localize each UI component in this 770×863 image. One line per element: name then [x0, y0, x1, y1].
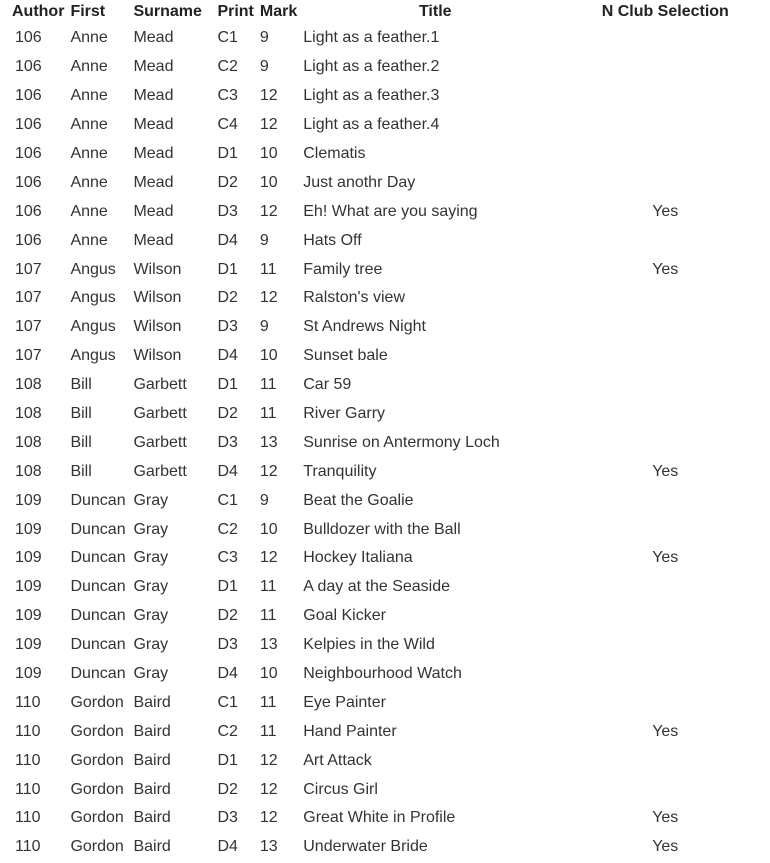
cell-print: D4	[217, 462, 238, 480]
cell-surname: Baird	[133, 751, 171, 769]
table-row	[9, 371, 760, 400]
cell-surname: Baird	[133, 780, 171, 798]
cell-print: D2	[217, 780, 238, 798]
cell-first: Anne	[70, 29, 108, 47]
cell-surname: Mead	[133, 173, 174, 191]
cell-print: D1	[217, 751, 238, 769]
table-row	[9, 53, 760, 82]
cell-surname: Garbett	[133, 462, 187, 480]
header-selection: N Club Selection	[601, 3, 729, 20]
table-row	[9, 342, 760, 371]
cell-print: C2	[217, 722, 238, 740]
cell-mark: 10	[259, 520, 278, 538]
cell-mark: 11	[259, 693, 277, 711]
cell-title: Bulldozer with the Ball	[303, 520, 461, 538]
cell-author: 108	[15, 433, 42, 451]
cell-first: Gordon	[70, 809, 124, 827]
cell-selection	[570, 400, 760, 429]
cell-title: Neighbourhood Watch	[303, 665, 462, 683]
table-row	[9, 111, 760, 140]
cell-author: 107	[15, 318, 42, 336]
cell-selection	[570, 168, 760, 197]
cell-print: D1	[217, 376, 238, 394]
header-surname: Surname	[133, 3, 202, 20]
cell-author: 107	[15, 260, 42, 278]
header-print: Print	[217, 3, 254, 20]
results-table	[9, 0, 760, 862]
table-row	[9, 515, 760, 544]
cell-first: Duncan	[70, 520, 126, 538]
cell-selection	[570, 660, 760, 689]
cell-print: D1	[217, 260, 238, 278]
cell-selection	[570, 688, 760, 717]
cell-mark: 9	[259, 58, 269, 76]
table-row	[9, 660, 760, 689]
cell-first: Anne	[70, 173, 108, 191]
cell-selection	[570, 82, 760, 111]
table-row	[9, 428, 760, 457]
cell-first: Duncan	[70, 636, 126, 654]
table-row	[9, 804, 760, 833]
cell-title: Tranquility	[303, 462, 377, 480]
cell-print: C3	[217, 549, 238, 567]
cell-mark: 12	[259, 780, 278, 798]
table-body	[9, 24, 760, 862]
cell-title: Goal Kicker	[303, 607, 386, 625]
cell-print: C1	[217, 29, 238, 47]
cell-first: Anne	[70, 231, 108, 249]
cell-mark: 9	[259, 29, 269, 47]
table-row	[9, 255, 760, 284]
cell-print: C1	[217, 693, 238, 711]
cell-print: C2	[217, 58, 238, 76]
cell-mark: 11	[259, 722, 277, 740]
cell-author: 106	[15, 87, 42, 105]
table-row	[9, 717, 760, 746]
table-row	[9, 631, 760, 660]
cell-surname: Gray	[133, 578, 169, 596]
cell-mark: 11	[259, 376, 277, 394]
cell-first: Gordon	[70, 751, 124, 769]
cell-first: Duncan	[70, 491, 126, 509]
cell-selection	[570, 342, 760, 371]
cell-title: Eh! What are you saying	[303, 202, 478, 220]
cell-selection: Yes	[652, 202, 679, 220]
cell-print: D1	[217, 578, 238, 596]
cell-selection	[570, 573, 760, 602]
cell-author: 110	[15, 722, 41, 740]
cell-surname: Mead	[133, 116, 174, 134]
cell-surname: Mead	[133, 231, 174, 249]
cell-selection: Yes	[652, 549, 679, 567]
table-row	[9, 457, 760, 486]
cell-print: D3	[217, 809, 238, 827]
cell-first: Duncan	[70, 665, 126, 683]
cell-surname: Mead	[133, 29, 174, 47]
cell-selection	[570, 313, 760, 342]
cell-selection	[570, 111, 760, 140]
cell-title: Car 59	[303, 376, 352, 394]
cell-author: 109	[15, 665, 42, 683]
cell-first: Bill	[70, 376, 92, 394]
cell-author: 108	[15, 376, 42, 394]
cell-selection	[570, 226, 760, 255]
cell-print: D2	[217, 173, 238, 191]
cell-surname: Baird	[133, 838, 171, 856]
cell-title: Sunset bale	[303, 347, 388, 365]
table-row	[9, 544, 760, 573]
header-mark: Mark	[259, 3, 298, 20]
table-row	[9, 226, 760, 255]
cell-selection	[570, 602, 760, 631]
cell-mark: 11	[259, 260, 277, 278]
cell-selection: Yes	[652, 462, 679, 480]
cell-author: 106	[15, 145, 42, 162]
cell-print: C3	[217, 87, 238, 105]
cell-mark: 12	[259, 462, 278, 480]
cell-title: Family tree	[303, 260, 383, 278]
cell-author: 106	[15, 202, 42, 220]
cell-print: C4	[217, 116, 238, 134]
cell-print: D4	[217, 231, 238, 249]
cell-surname: Gray	[133, 549, 169, 567]
cell-surname: Gray	[133, 520, 169, 538]
table-row	[9, 400, 760, 429]
table-row	[9, 284, 760, 313]
cell-title: A day at the Seaside	[303, 578, 451, 596]
cell-print: D2	[217, 405, 238, 423]
table-row	[9, 313, 760, 342]
cell-title: Ralston's view	[303, 289, 406, 307]
cell-first: Duncan	[70, 607, 126, 625]
cell-title: Eye Painter	[303, 693, 386, 711]
cell-title: St Andrews Night	[303, 318, 426, 336]
cell-author: 110	[15, 809, 41, 827]
cell-author: 110	[15, 693, 41, 711]
cell-mark: 12	[259, 87, 278, 105]
cell-author: 106	[15, 58, 42, 76]
cell-print: D3	[217, 318, 238, 336]
cell-title: Circus Girl	[303, 780, 378, 798]
cell-first: Bill	[70, 433, 92, 451]
cell-mark: 12	[259, 809, 278, 827]
cell-title: Clematis	[303, 145, 366, 162]
cell-first: Gordon	[70, 693, 124, 711]
cell-print: D1	[217, 145, 238, 162]
table-row	[9, 833, 760, 862]
cell-title: Hand Painter	[303, 722, 397, 740]
cell-mark: 13	[259, 433, 278, 451]
cell-selection	[570, 284, 760, 313]
cell-surname: Mead	[133, 87, 174, 105]
cell-author: 109	[15, 578, 42, 596]
cell-first: Angus	[70, 347, 116, 365]
cell-surname: Wilson	[133, 289, 182, 307]
cell-first: Anne	[70, 87, 108, 105]
cell-surname: Garbett	[133, 405, 187, 423]
cell-selection	[570, 140, 760, 169]
cell-title: Underwater Bride	[303, 838, 428, 856]
table-row	[9, 573, 760, 602]
cell-title: Art Attack	[303, 751, 372, 769]
cell-first: Duncan	[70, 578, 126, 596]
cell-mark: 11	[259, 578, 277, 596]
table-row	[9, 140, 760, 169]
cell-title: Light as a feather.1	[303, 29, 440, 47]
cell-first: Anne	[70, 145, 108, 162]
cell-surname: Garbett	[133, 376, 187, 394]
table-row	[9, 688, 760, 717]
cell-surname: Gray	[133, 607, 169, 625]
header-title: Title	[418, 3, 452, 20]
cell-print: D4	[217, 347, 238, 365]
cell-print: D3	[217, 636, 238, 654]
cell-first: Gordon	[70, 838, 124, 856]
cell-selection	[570, 428, 760, 457]
cell-first: Bill	[70, 462, 92, 480]
cell-title: Beat the Goalie	[303, 491, 414, 509]
cell-selection	[570, 486, 760, 515]
cell-first: Anne	[70, 116, 108, 134]
cell-selection	[570, 631, 760, 660]
cell-print: D4	[217, 665, 238, 683]
cell-mark: 11	[259, 405, 277, 423]
cell-selection	[570, 515, 760, 544]
table-row	[9, 602, 760, 631]
cell-title: Light as a feather.3	[303, 87, 440, 105]
cell-author: 110	[15, 780, 41, 798]
cell-title: Great White in Profile	[303, 809, 456, 827]
cell-first: Anne	[70, 58, 108, 76]
cell-mark: 9	[259, 491, 269, 509]
cell-first: Gordon	[70, 722, 124, 740]
cell-title: Sunrise on Antermony Loch	[303, 433, 500, 451]
cell-first: Duncan	[70, 549, 126, 567]
cell-first: Anne	[70, 202, 108, 220]
header-row	[9, 0, 760, 24]
cell-author: 110	[15, 838, 41, 856]
header-author: Author	[12, 3, 65, 20]
cell-surname: Gray	[133, 665, 169, 683]
cell-title: Light as a feather.4	[303, 116, 440, 134]
cell-author: 107	[15, 347, 42, 365]
cell-author: 110	[15, 751, 41, 769]
cell-surname: Baird	[133, 809, 171, 827]
cell-selection: Yes	[652, 809, 679, 827]
cell-title: Kelpies in the Wild	[303, 636, 435, 654]
cell-selection	[570, 371, 760, 400]
cell-mark: 12	[259, 751, 278, 769]
cell-author: 109	[15, 491, 42, 509]
cell-print: D3	[217, 433, 238, 451]
cell-first: Angus	[70, 289, 116, 307]
cell-mark: 12	[259, 549, 278, 567]
cell-surname: Baird	[133, 693, 171, 711]
cell-author: 106	[15, 231, 42, 249]
cell-mark: 10	[259, 347, 278, 365]
cell-mark: 11	[259, 607, 277, 625]
cell-mark: 12	[259, 116, 278, 134]
table-row	[9, 24, 760, 53]
cell-mark: 12	[259, 289, 278, 307]
cell-title: Hockey Italiana	[303, 549, 413, 567]
table-row	[9, 82, 760, 111]
cell-surname: Mead	[133, 58, 174, 76]
cell-author: 108	[15, 405, 42, 423]
cell-title: Hats Off	[303, 231, 362, 249]
cell-mark: 9	[259, 318, 269, 336]
cell-print: D4	[217, 838, 238, 856]
cell-author: 107	[15, 289, 42, 307]
cell-mark: 13	[259, 636, 278, 654]
cell-selection: Yes	[652, 838, 679, 856]
table-row	[9, 746, 760, 775]
cell-first: Angus	[70, 318, 116, 336]
cell-author: 109	[15, 549, 42, 567]
cell-selection	[570, 53, 760, 82]
cell-first: Gordon	[70, 780, 124, 798]
cell-first: Bill	[70, 405, 92, 423]
cell-surname: Wilson	[133, 260, 182, 278]
cell-selection: Yes	[652, 722, 679, 740]
cell-mark: 9	[259, 231, 269, 249]
cell-title: Just anothr Day	[303, 173, 416, 191]
table-row	[9, 775, 760, 804]
cell-author: 109	[15, 607, 42, 625]
cell-title: River Garry	[303, 405, 386, 423]
table-row	[9, 486, 760, 515]
cell-author: 106	[15, 116, 42, 134]
table-row	[9, 197, 760, 226]
cell-author: 109	[15, 520, 42, 538]
header-first: First	[70, 3, 106, 20]
cell-author: 108	[15, 462, 42, 480]
cell-surname: Mead	[133, 145, 174, 162]
cell-selection	[570, 24, 760, 53]
cell-author: 109	[15, 636, 42, 654]
cell-mark: 12	[259, 202, 278, 220]
cell-print: D2	[217, 607, 238, 625]
cell-surname: Gray	[133, 491, 169, 509]
cell-print: C2	[217, 520, 238, 538]
cell-print: C1	[217, 491, 238, 509]
cell-surname: Wilson	[133, 347, 182, 365]
cell-surname: Gray	[133, 636, 169, 654]
cell-print: D2	[217, 289, 238, 307]
cell-title: Light as a feather.2	[303, 58, 440, 76]
cell-first: Angus	[70, 260, 116, 278]
cell-selection	[570, 746, 760, 775]
cell-surname: Baird	[133, 722, 171, 740]
cell-surname: Wilson	[133, 318, 182, 336]
cell-selection: Yes	[652, 260, 679, 278]
cell-surname: Mead	[133, 202, 174, 220]
cell-author: 106	[15, 173, 42, 191]
cell-selection	[570, 775, 760, 804]
cell-mark: 10	[259, 665, 278, 683]
cell-surname: Garbett	[133, 433, 187, 451]
cell-mark: 10	[259, 173, 278, 191]
cell-mark: 10	[259, 145, 278, 162]
cell-author: 106	[15, 29, 42, 47]
cell-print: D3	[217, 202, 238, 220]
table-row	[9, 168, 760, 197]
cell-mark: 13	[259, 838, 278, 856]
